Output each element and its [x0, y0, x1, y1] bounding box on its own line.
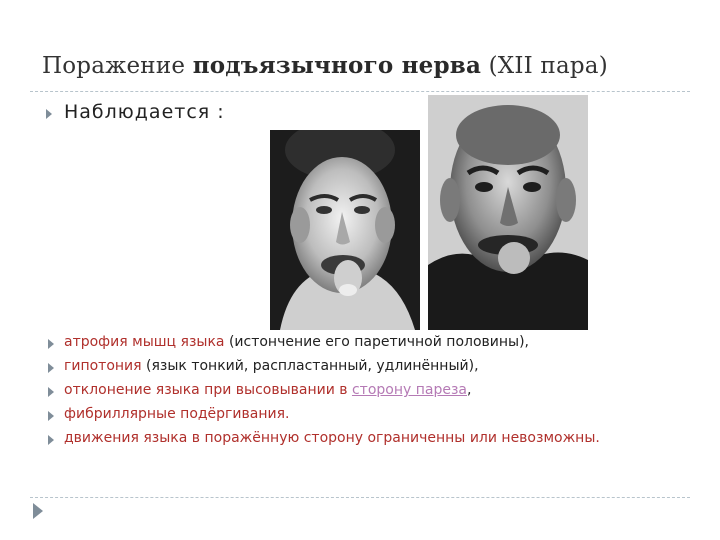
bullet-arrow-icon	[48, 363, 54, 373]
list-item	[64, 334, 529, 350]
list-item-text: (язык тонкий, распластанный, удлинённый),	[141, 358, 479, 374]
subheading: Наблюдается :	[64, 101, 225, 123]
title-divider	[30, 91, 690, 92]
footer-divider	[30, 497, 690, 498]
list-item	[64, 358, 479, 374]
list-item	[64, 430, 600, 446]
title-bold: подъязычного нерва	[192, 52, 482, 79]
bullet-arrow-icon	[48, 387, 54, 397]
list-item-term: отклонение языка при высовывании в	[64, 382, 352, 398]
bullet-arrow-icon	[46, 109, 52, 119]
bullet-arrow-icon	[48, 339, 54, 349]
list-item-term: фибриллярные подёргивания.	[64, 406, 290, 422]
patient-photo-right	[428, 95, 588, 330]
title-suffix: (XII пара)	[481, 53, 608, 79]
list-item-text: (истончение его паретичной половины),	[224, 334, 529, 350]
list-item-term: гипотония	[64, 358, 142, 374]
list-item	[64, 382, 471, 398]
pareza-link[interactable]: сторону пареза	[351, 382, 467, 398]
list-item-term: движения языка в поражённую сторону ограниченны или невозможны.	[64, 430, 600, 446]
bullet-arrow-icon	[48, 411, 54, 421]
list-item-text: ,	[467, 382, 472, 398]
list-item-term: атрофия мышц языка	[64, 334, 225, 350]
slide-title	[42, 52, 692, 79]
patient-photo-left	[270, 130, 420, 330]
title-plain: Поражение	[42, 53, 193, 79]
list-item	[64, 406, 289, 422]
next-slide-arrow-icon[interactable]	[33, 503, 43, 519]
bullet-arrow-icon	[48, 435, 54, 445]
